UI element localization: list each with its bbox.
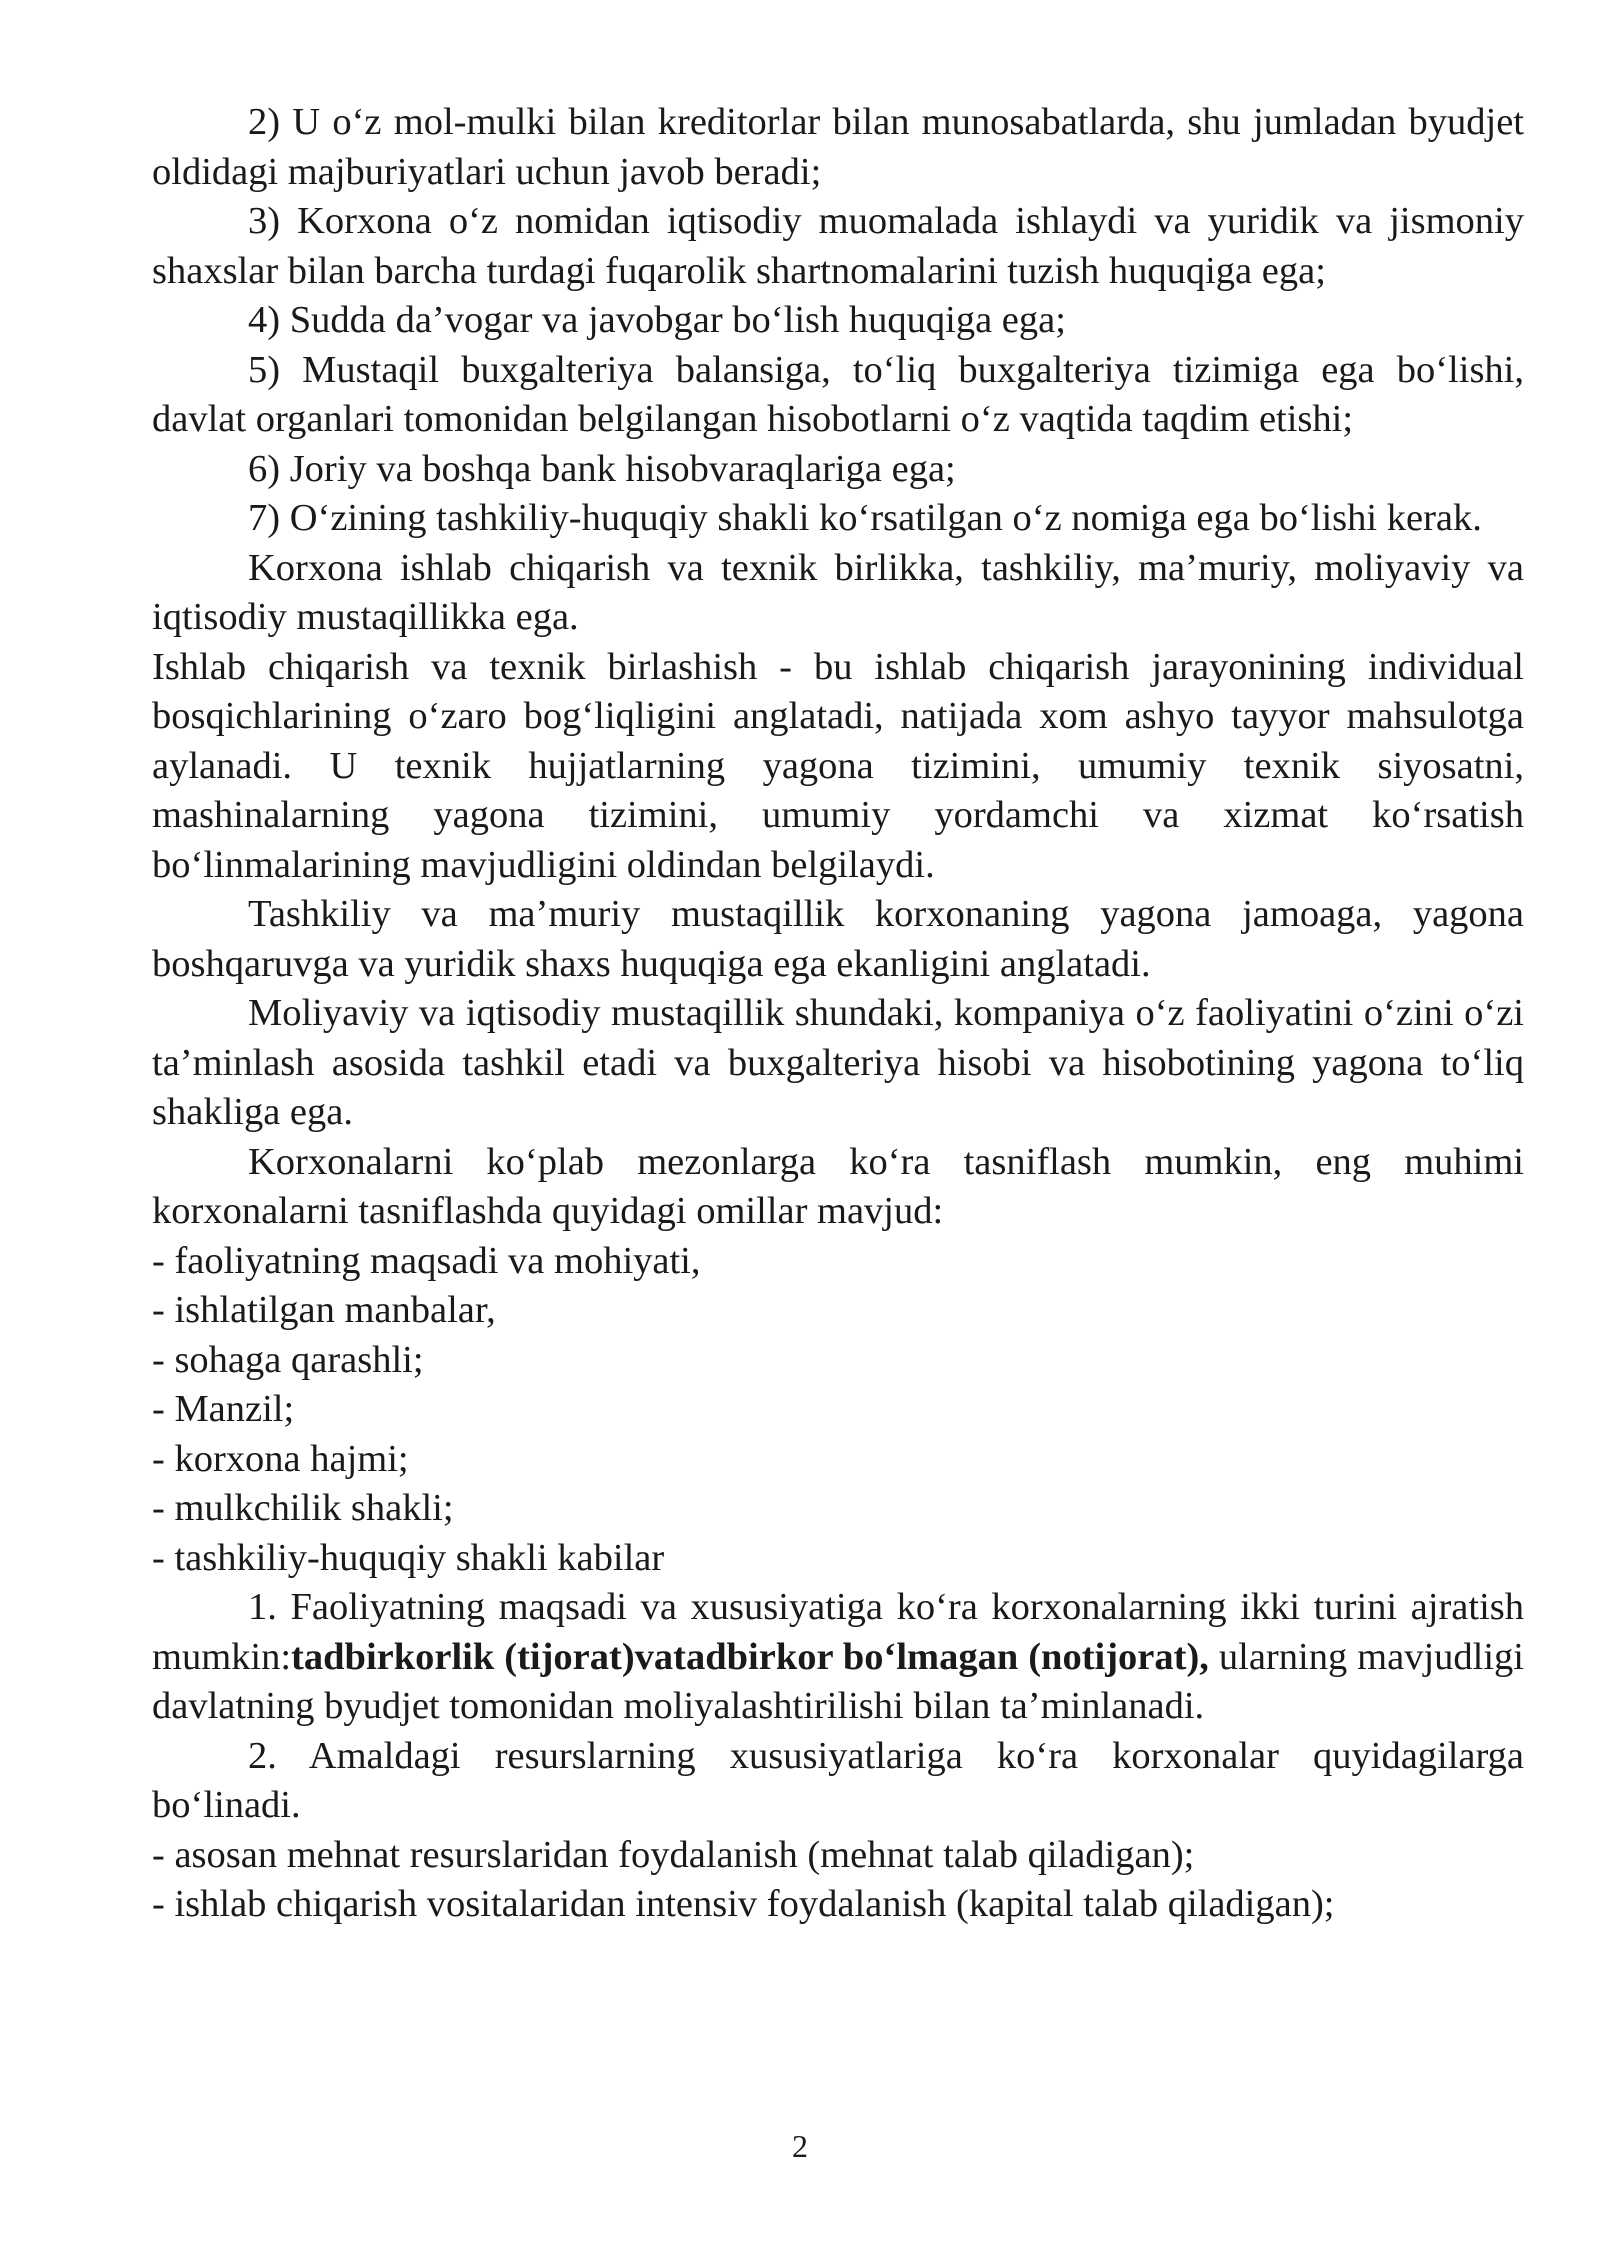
paragraph-classification-intro: Korxonalarni ko‘plab mezonlarga ko‘ra tasniflash mumkin, eng muhimi korxonalarni tasniflashda quyidagi omillar mavjud: [152,1140,1524,1232]
paragraph-financial-independence: Moliyaviy va iqtisodiy mustaqillik shundaki, kompaniya o‘z faoliyatini o‘zini o‘zi ta’minlash asosida tashkil etadi va buxgalteriya hisobi va hisobotining yagona to‘liq shakliga ega. [152,992,1524,1133]
paragraph-classification-purpose [152,1583,1524,1732]
paragraph-item-3: 3) Korxona o‘z nomidan iqtisodiy muomalada ishlaydi va yuridik va jismoniy shaxslar bilan barcha turdagi fuqarolik shartnomalarini tuzish huquqiga ega; [152,200,1524,292]
list-item: - korxona hajmi; [152,1437,409,1480]
paragraph-text: 1. Faoliyatning maqsadi va xususiyatiga ko‘ra korxonalarning ikki turini ajratish mumkin: [152,1586,1524,1678]
paragraph-enterprise-unity: Korxona ishlab chiqarish va texnik birlikka, tashkiliy, ma’muriy, moliyaviy va iqtisodiy mustaqillikka ega. [152,546,1524,638]
paragraph-item-6: 6) Joriy va boshqa bank hisobvaraqlariga ega; [248,447,956,490]
list-item: - ishlatilgan manbalar, [152,1289,496,1331]
paragraph-item-7: 7) O‘zining tashkiliy-huquqiy shakli ko‘rsatilgan o‘z nomiga ega bo‘lishi kerak. [248,497,1482,539]
list-item: - sohaga qarashli; [152,1338,424,1381]
document-page [152,98,1524,1930]
paragraph-classification-resources: 2. Amaldagi resurslarning xususiyatlariga ko‘ra korxonalar quyidagilarga bo‘linadi. [152,1734,1524,1826]
list-item: - Manzil; [152,1388,295,1430]
list-item: - asosan mehnat resurslaridan foydalanish (mehnat talab qiladigan); [152,1833,1195,1876]
list-item: - faoliyatning maqsadi va mohiyati, [152,1239,701,1282]
list-item: - tashkiliy-huquqiy shakli kabilar [152,1536,665,1579]
paragraph-text: ularning mavjudligi davlatning byudjet tomonidan moliyalashtirilishi bilan ta’minlanadi. [152,1635,1524,1727]
bold-emphasis: tadbirkorlik (tijorat)vatadbirkor bo‘lmagan (notijorat), [291,1635,1209,1678]
list-item: - ishlab chiqarish vositalaridan intensiv foydalanish (kapital talab qiladigan); [152,1883,1335,1925]
paragraph-item-5: 5) Mustaqil buxgalteriya balansiga, to‘liq buxgalteriya tizimiga ega bo‘lishi, davlat organlari tomonidan belgilangan hisobotlarni o‘z vaqtida taqdim etishi; [152,348,1524,440]
page-number: 2 [792,2128,808,2164]
paragraph-organizational-independence: Tashkiliy va ma’muriy mustaqillik korxonaning yagona jamoaga, yagona boshqaruvga va yuridik shaxs huquqiga ega ekanligini anglatadi. [152,893,1524,985]
list-item: - mulkchilik shakli; [152,1487,454,1529]
paragraph-item-2: 2) U o‘z mol-mulki bilan kreditorlar bilan munosabatlarda, shu jumladan byudjet oldidagi majburiyatlari uchun javob beradi; [152,101,1524,193]
paragraph-production-unity: Ishlab chiqarish va texnik birlashish - bu ishlab chiqarish jarayonining individual bosqichlarining o‘zaro bog‘liqligini anglatadi, natijada xom ashyo tayyor mahsulotga aylanadi. U texnik hujjatlarning yagona tizimini, umumiy texnik siyosatni, mashinalarning yagona tizimini, umumiy yordamchi va xizmat ko‘rsatish bo‘linmalarining mavjudligini oldindan belgilaydi. [152,645,1524,886]
paragraph-item-4: 4) Sudda da’vogar va javobgar bo‘lish huquqiga ega; [248,299,1066,341]
